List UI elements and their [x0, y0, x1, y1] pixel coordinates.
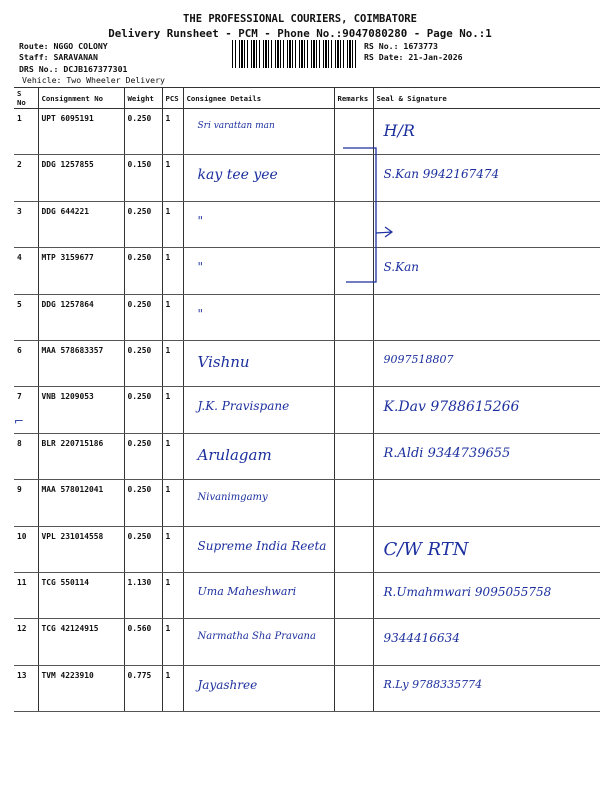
sno-cell: 11	[14, 572, 38, 618]
consignment-cell: TCG 550114	[38, 572, 124, 618]
consignment-cell: MAA 578012041	[38, 480, 124, 526]
consignment-cell: MAA 578683357	[38, 340, 124, 386]
pcs-cell: 1	[162, 572, 183, 618]
consignment-cell: DDG 644221	[38, 201, 124, 247]
company-title: THE PROFESSIONAL COURIERS, COIMBATORE	[183, 13, 417, 25]
pcs-cell: 1	[162, 340, 183, 386]
signature-handwriting: R.Umahmwari 9095055758	[383, 584, 552, 599]
staff-label: Staff: SARAVANAN	[19, 52, 98, 62]
signature-handwriting: R.Ly 9788335774	[383, 677, 483, 691]
runsheet-subtitle: Delivery Runsheet - PCM - Phone No.:9047080280 - Page No.:1	[108, 27, 492, 40]
pcs-cell: 1	[162, 201, 183, 247]
sno-cell: 2	[14, 155, 38, 201]
pcs-cell: 1	[162, 665, 183, 711]
weight-cell: 0.250	[124, 201, 162, 247]
sno-cell: 12	[14, 619, 38, 665]
signature-handwriting: 9097518807	[383, 352, 454, 366]
weight-cell: 0.560	[124, 619, 162, 665]
route-label: Route: NGGO COLONY	[19, 41, 108, 51]
col-remarks: Remarks	[334, 88, 373, 109]
consignee-handwriting: "	[197, 260, 204, 275]
consignee-handwriting: "	[197, 306, 204, 321]
signature-handwriting: C/W RTN	[383, 538, 469, 560]
signature-handwriting: 9344416634	[383, 631, 460, 646]
pcs-cell: 1	[162, 155, 183, 201]
pcs-cell: 1	[162, 480, 183, 526]
consignment-cell: DDG 1257855	[38, 155, 124, 201]
sno-cell: 5	[14, 294, 38, 340]
consignment-cell: MTP 3159677	[38, 248, 124, 294]
sno-cell: 7	[14, 387, 38, 433]
signature-handwriting: S.Kan 9942167474	[383, 167, 500, 182]
col-sno: S No	[14, 88, 38, 109]
consignment-cell: BLR 220715186	[38, 433, 124, 479]
consignee-handwriting: Nivanimgamy	[197, 492, 268, 504]
rs-number: RS No.: 1673773	[364, 41, 438, 51]
weight-cell: 0.250	[124, 433, 162, 479]
consignment-cell: UPT 6095191	[38, 109, 124, 155]
consignee-handwriting: Arulagam	[197, 445, 272, 464]
sno-cell: 4	[14, 248, 38, 294]
weight-cell: 0.250	[124, 294, 162, 340]
consignee-handwriting: J.K. Pravispane	[197, 399, 290, 414]
rs-date: RS Date: 21-Jan-2026	[364, 52, 463, 62]
pcs-cell: 1	[162, 109, 183, 155]
sno-cell: 8	[14, 433, 38, 479]
weight-cell: 0.775	[124, 665, 162, 711]
pcs-cell: 1	[162, 433, 183, 479]
pcs-cell: 1	[162, 248, 183, 294]
signature-handwriting: R.Aldi 9344739655	[383, 445, 511, 461]
drs-label: DRS No.: DCJB167377301	[19, 64, 128, 74]
consignee-handwriting: "	[197, 213, 204, 228]
weight-cell: 0.250	[124, 526, 162, 572]
consignee-handwriting: Vishnu	[197, 352, 250, 371]
weight-cell: 0.250	[124, 387, 162, 433]
weight-cell: 1.130	[124, 572, 162, 618]
col-weight: Weight	[124, 88, 162, 109]
vehicle-label: Vehicle: Two Wheeler Delivery	[22, 75, 165, 85]
col-consignment: Consignment No	[38, 88, 124, 109]
sno-cell: 6	[14, 340, 38, 386]
signature-handwriting: H/R	[383, 121, 415, 140]
pcs-cell: 1	[162, 526, 183, 572]
consignment-cell: TVM 4223910	[38, 665, 124, 711]
sno-cell: 1	[14, 109, 38, 155]
sno-cell: 13	[14, 665, 38, 711]
weight-cell: 0.250	[124, 340, 162, 386]
col-seal: Seal & Signature	[373, 88, 600, 109]
col-consignee: Consignee Details	[183, 88, 334, 109]
consignment-cell: TCG 42124915	[38, 619, 124, 665]
sno-cell: 9	[14, 480, 38, 526]
consignment-cell: VPL 231014558	[38, 526, 124, 572]
consignment-cell: VNB 1209053	[38, 387, 124, 433]
consignee-handwriting: kay tee yee	[197, 167, 278, 184]
consignee-handwriting: Sri varattan man	[197, 121, 275, 131]
consignment-cell: DDG 1257864	[38, 294, 124, 340]
consignee-handwriting: Narmatha Sha Pravana	[197, 631, 316, 643]
weight-cell: 0.250	[124, 480, 162, 526]
pcs-cell: 1	[162, 294, 183, 340]
sno-cell: 3	[14, 201, 38, 247]
weight-cell: 0.150	[124, 155, 162, 201]
signature-handwriting: S.Kan	[383, 260, 419, 275]
margin-mark: ⌐	[14, 414, 25, 428]
sno-cell: 10	[14, 526, 38, 572]
weight-cell: 0.250	[124, 248, 162, 294]
consignee-handwriting: Supreme India Reeta	[197, 538, 327, 553]
pcs-cell: 1	[162, 387, 183, 433]
signature-handwriting: K.Dav 9788615266	[383, 399, 520, 416]
consignee-handwriting: Jayashree	[197, 677, 258, 692]
weight-cell: 0.250	[124, 109, 162, 155]
consignee-handwriting: Uma Maheshwari	[197, 584, 297, 598]
col-pcs: PCS	[162, 88, 183, 109]
pcs-cell: 1	[162, 619, 183, 665]
